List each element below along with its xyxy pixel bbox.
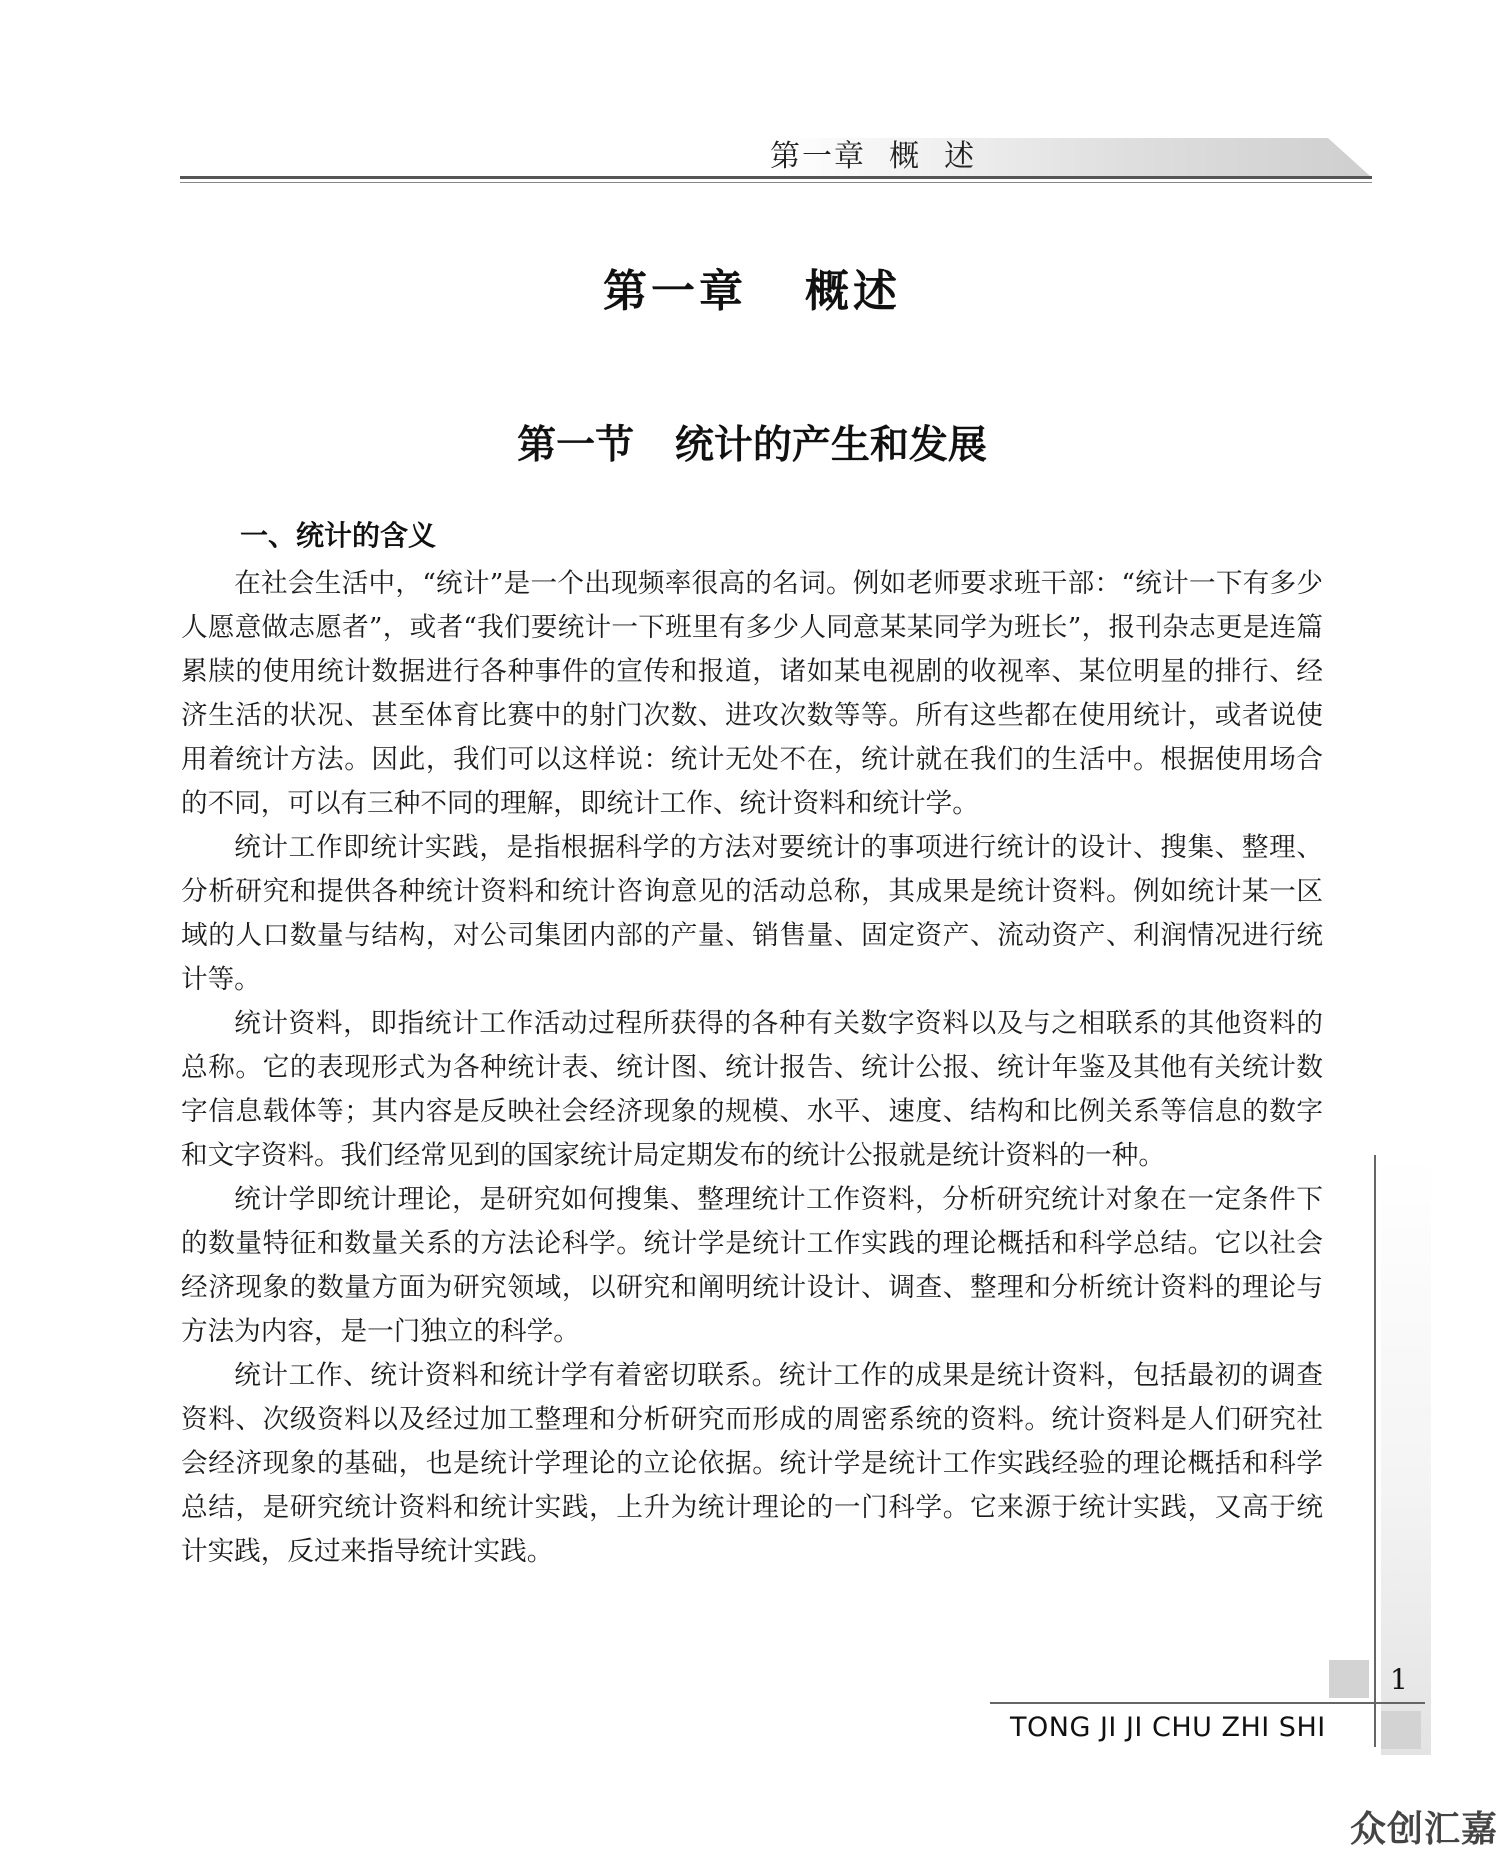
paragraph: 统计学即统计理论，是研究如何搜集、整理统计工作资料，分析研究统计对象在一定条件下的数量特征和数量关系的方法论科学。统计学是统计工作实践的理论概括和科学总结。它以社会经济现象的数量方面为研究领域，以研究和阐明统计设计、调查、整理和分析统计资料的理论与方法为内容，是一门独立的科学。 [181,1184,1323,1347]
footer-gray-box [1381,1711,1421,1749]
series-title: TONG JI JI CHU ZHI SHI [1010,1712,1326,1743]
header-rule [180,176,1372,179]
body-text [181,562,1323,1574]
footer-rule [990,1702,1425,1704]
chapter-title: 第一章 概述 [603,266,901,317]
paragraph: 统计工作即统计实践，是指根据科学的方法对要统计的事项进行统计的设计、搜集、整理、分析研究和提供各种统计资料和统计咨询意见的活动总称，其成果是统计资料。例如统计某一区域的人口数量与结构，对公司集团内部的产量、销售量、固定资产、流动资产、利润情况进行统计等。 [181,832,1323,995]
page-number: 1 [1390,1663,1408,1696]
running-title: 第一章 概 述 [770,139,977,174]
header-rule-thin [180,182,1372,183]
footer-gray-box [1329,1660,1369,1698]
paragraph: 在社会生活中，“统计”是一个出现频率很高的名词。例如老师要求班干部：“统计一下有多少人愿意做志愿者”，或者“我们要统计一下班里有多少人同意某某同学为班长”，报刊杂志更是连篇累牍的使用统计数据进行各种事件的宣传和报道，诸如某电视剧的收视率、某位明星的排行、经济生活的状况、甚至体育比赛中的射门次数、进攻次数等等。所有这些都在使用统计，或者说使用着统计方法。因此，我们可以这样说：统计无处不在，统计就在我们的生活中。根据使用场合的不同，可以有三种不同的理解，即统计工作、统计资料和统计学。 [181,568,1323,819]
paragraph: 统计资料，即指统计工作活动过程所获得的各种有关数字资料以及与之相联系的其他资料的总称。它的表现形式为各种统计表、统计图、统计报告、统计公报、统计年鉴及其他有关统计数字信息载体等；其内容是反映社会经济现象的规模、水平、速度、结构和比例关系等信息的数字和文字资料。我们经常见到的国家统计局定期发布的统计公报就是统计资料的一种。 [181,1008,1323,1171]
section-title: 第一节 统计的产生和发展 [517,422,987,468]
margin-rule [1374,1155,1376,1747]
paragraph: 统计工作、统计资料和统计学有着密切联系。统计工作的成果是统计资料，包括最初的调查资料、次级资料以及经过加工整理和分析研究而形成的周密系统的资料。统计资料是人们研究社会经济现象的基础，也是统计学理论的立论依据。统计学是统计工作实践经验的理论概括和科学总结，是研究统计资料和统计实践，上升为统计理论的一门科学。它来源于统计实践，又高于统计实践，反过来指导统计实践。 [181,1360,1323,1567]
watermark: 众创汇嘉 [1349,1809,1498,1850]
subsection-title: 一、统计的含义 [240,519,437,552]
running-header [180,138,1370,176]
